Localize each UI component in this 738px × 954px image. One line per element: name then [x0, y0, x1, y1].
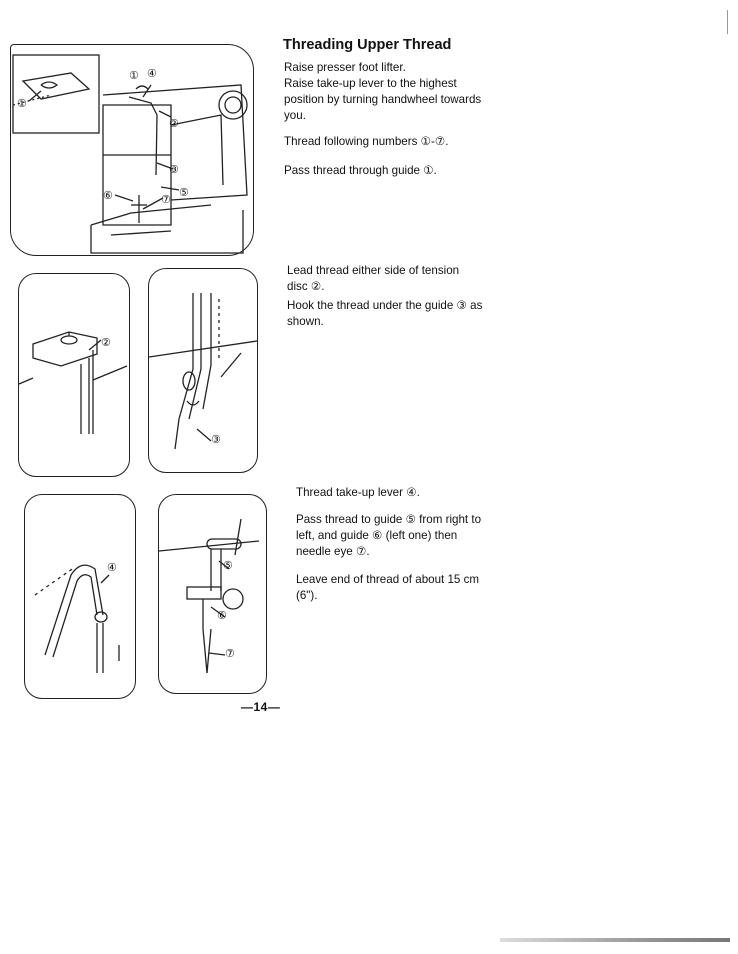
- main-label-4: ④: [147, 68, 157, 80]
- tension-disc-drawing: [19, 274, 129, 476]
- main-label-6: ⑥: [103, 190, 113, 202]
- step1-line3: Thread following numbers ①-⑦.: [284, 135, 449, 148]
- thread-guide-drawing: [149, 269, 257, 472]
- step3-line2: Pass thread to guide ⑤ from right to left, and guide ⑥ (left one) then needle eye ⑦.: [296, 513, 482, 558]
- thread-guide-figure: [148, 268, 258, 473]
- main-label-5: ⑤: [179, 187, 189, 199]
- tension-disc-figure: [18, 273, 130, 477]
- take-up-lever-figure: [24, 494, 136, 699]
- page-number: —14—: [241, 700, 281, 714]
- page-edge-mark: [727, 10, 728, 34]
- guide-label-3: ③: [211, 434, 221, 446]
- step1-line1: Raise presser foot lifter.: [284, 61, 406, 74]
- machine-overview-figure: [10, 44, 254, 256]
- scan-edge-strip: [500, 938, 730, 942]
- main-label-1: ①: [129, 70, 139, 82]
- step1-line4: Pass thread through guide ①.: [284, 164, 437, 177]
- step2-line1: Lead thread either side of tension disc ②.: [287, 264, 460, 293]
- needle-label-5: ⑤: [223, 560, 233, 572]
- step2-line2: Hook the thread under the guide ③ as shown.: [287, 299, 483, 328]
- main-label-7: ⑦: [161, 194, 171, 206]
- lever-label-4: ④: [107, 562, 117, 574]
- needle-label-7: ⑦: [225, 648, 235, 660]
- needle-eye-drawing: [159, 495, 266, 693]
- main-label-3: ③: [169, 164, 179, 176]
- needle-label-6: ⑥: [217, 610, 227, 622]
- page-title: Threading Upper Thread: [283, 37, 452, 53]
- take-up-lever-drawing: [25, 495, 135, 698]
- tension-label-2: ②: [101, 337, 111, 349]
- step3-line3: Leave end of thread of about 15 cm (6").: [296, 573, 480, 602]
- needle-eye-figure: [158, 494, 267, 694]
- inset-label-1: ①: [17, 98, 27, 110]
- main-label-2: ②: [169, 118, 179, 130]
- step1-line2: Raise take-up lever to the highest position by turning handwheel towards you.: [284, 77, 482, 122]
- step3-line1: Thread take-up lever ④.: [296, 486, 420, 499]
